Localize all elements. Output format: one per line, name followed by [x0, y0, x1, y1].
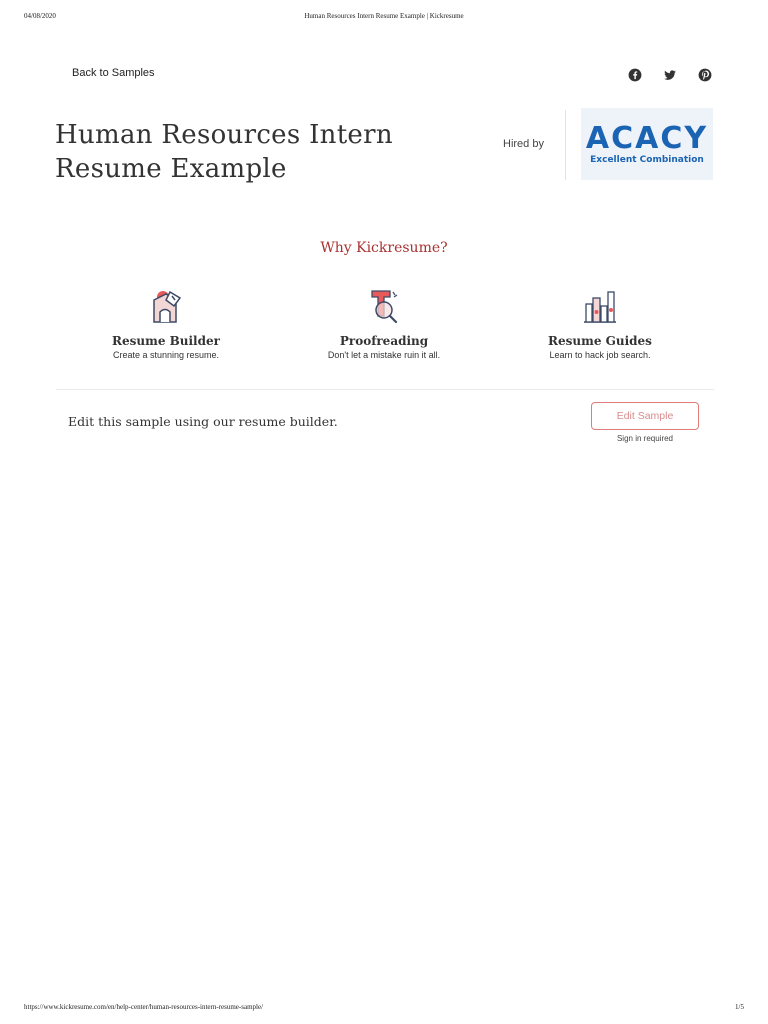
hero-divider [565, 110, 566, 180]
twitter-icon [663, 68, 677, 82]
edit-sample-button[interactable]: Edit Sample [591, 402, 699, 430]
feature-title: Resume Builder [112, 334, 220, 348]
proofreading-icon [364, 286, 404, 326]
facebook-icon [628, 68, 642, 82]
back-to-samples-link[interactable]: Back to Samples [72, 67, 155, 79]
features-row [56, 286, 714, 366]
resume-guides-icon [580, 286, 620, 326]
sign-in-required-note: Sign in required [616, 434, 674, 443]
print-page-number: 1/5 [735, 1003, 744, 1011]
print-header [24, 12, 744, 22]
feature-desc: Don't let a mistake ruin it all. [327, 350, 441, 360]
hired-by-label: Hired by [503, 138, 544, 150]
feature-title: Resume Guides [548, 334, 652, 348]
company-logo-tagline: Excellent Combination [590, 154, 704, 165]
feature-resume-builder[interactable] [56, 286, 276, 360]
company-logo [581, 108, 713, 180]
why-kickresume-heading: Why Kickresume? [320, 240, 448, 256]
facebook-share-button[interactable] [626, 66, 644, 84]
pinterest-icon [698, 68, 712, 82]
section-divider [56, 389, 714, 390]
print-date: 04/08/2020 [24, 12, 56, 20]
feature-proofreading[interactable] [274, 286, 494, 360]
edit-sample-prompt: Edit this sample using our resume builder. [68, 414, 338, 429]
pinterest-share-button[interactable] [696, 66, 714, 84]
resume-builder-icon [146, 286, 186, 326]
feature-title: Proofreading [339, 334, 429, 348]
print-url: https://www.kickresume.com/en/help-center/human-resources-intern-resume-sample/ [24, 1003, 264, 1011]
social-share-bar [626, 66, 714, 84]
page-title [55, 118, 455, 186]
feature-desc: Learn to hack job search. [549, 350, 651, 360]
twitter-share-button[interactable] [661, 66, 679, 84]
page-title-line2: Resume Example [55, 154, 287, 184]
page-title-line1: Human Resources Intern [55, 120, 393, 150]
company-logo-main: ACACY [585, 120, 709, 156]
top-nav [56, 64, 714, 86]
feature-resume-guides[interactable] [490, 286, 710, 360]
feature-desc: Create a stunning resume. [112, 350, 220, 360]
print-title: Human Resources Intern Resume Example | Kickresume [304, 12, 464, 20]
print-footer [24, 1003, 744, 1013]
